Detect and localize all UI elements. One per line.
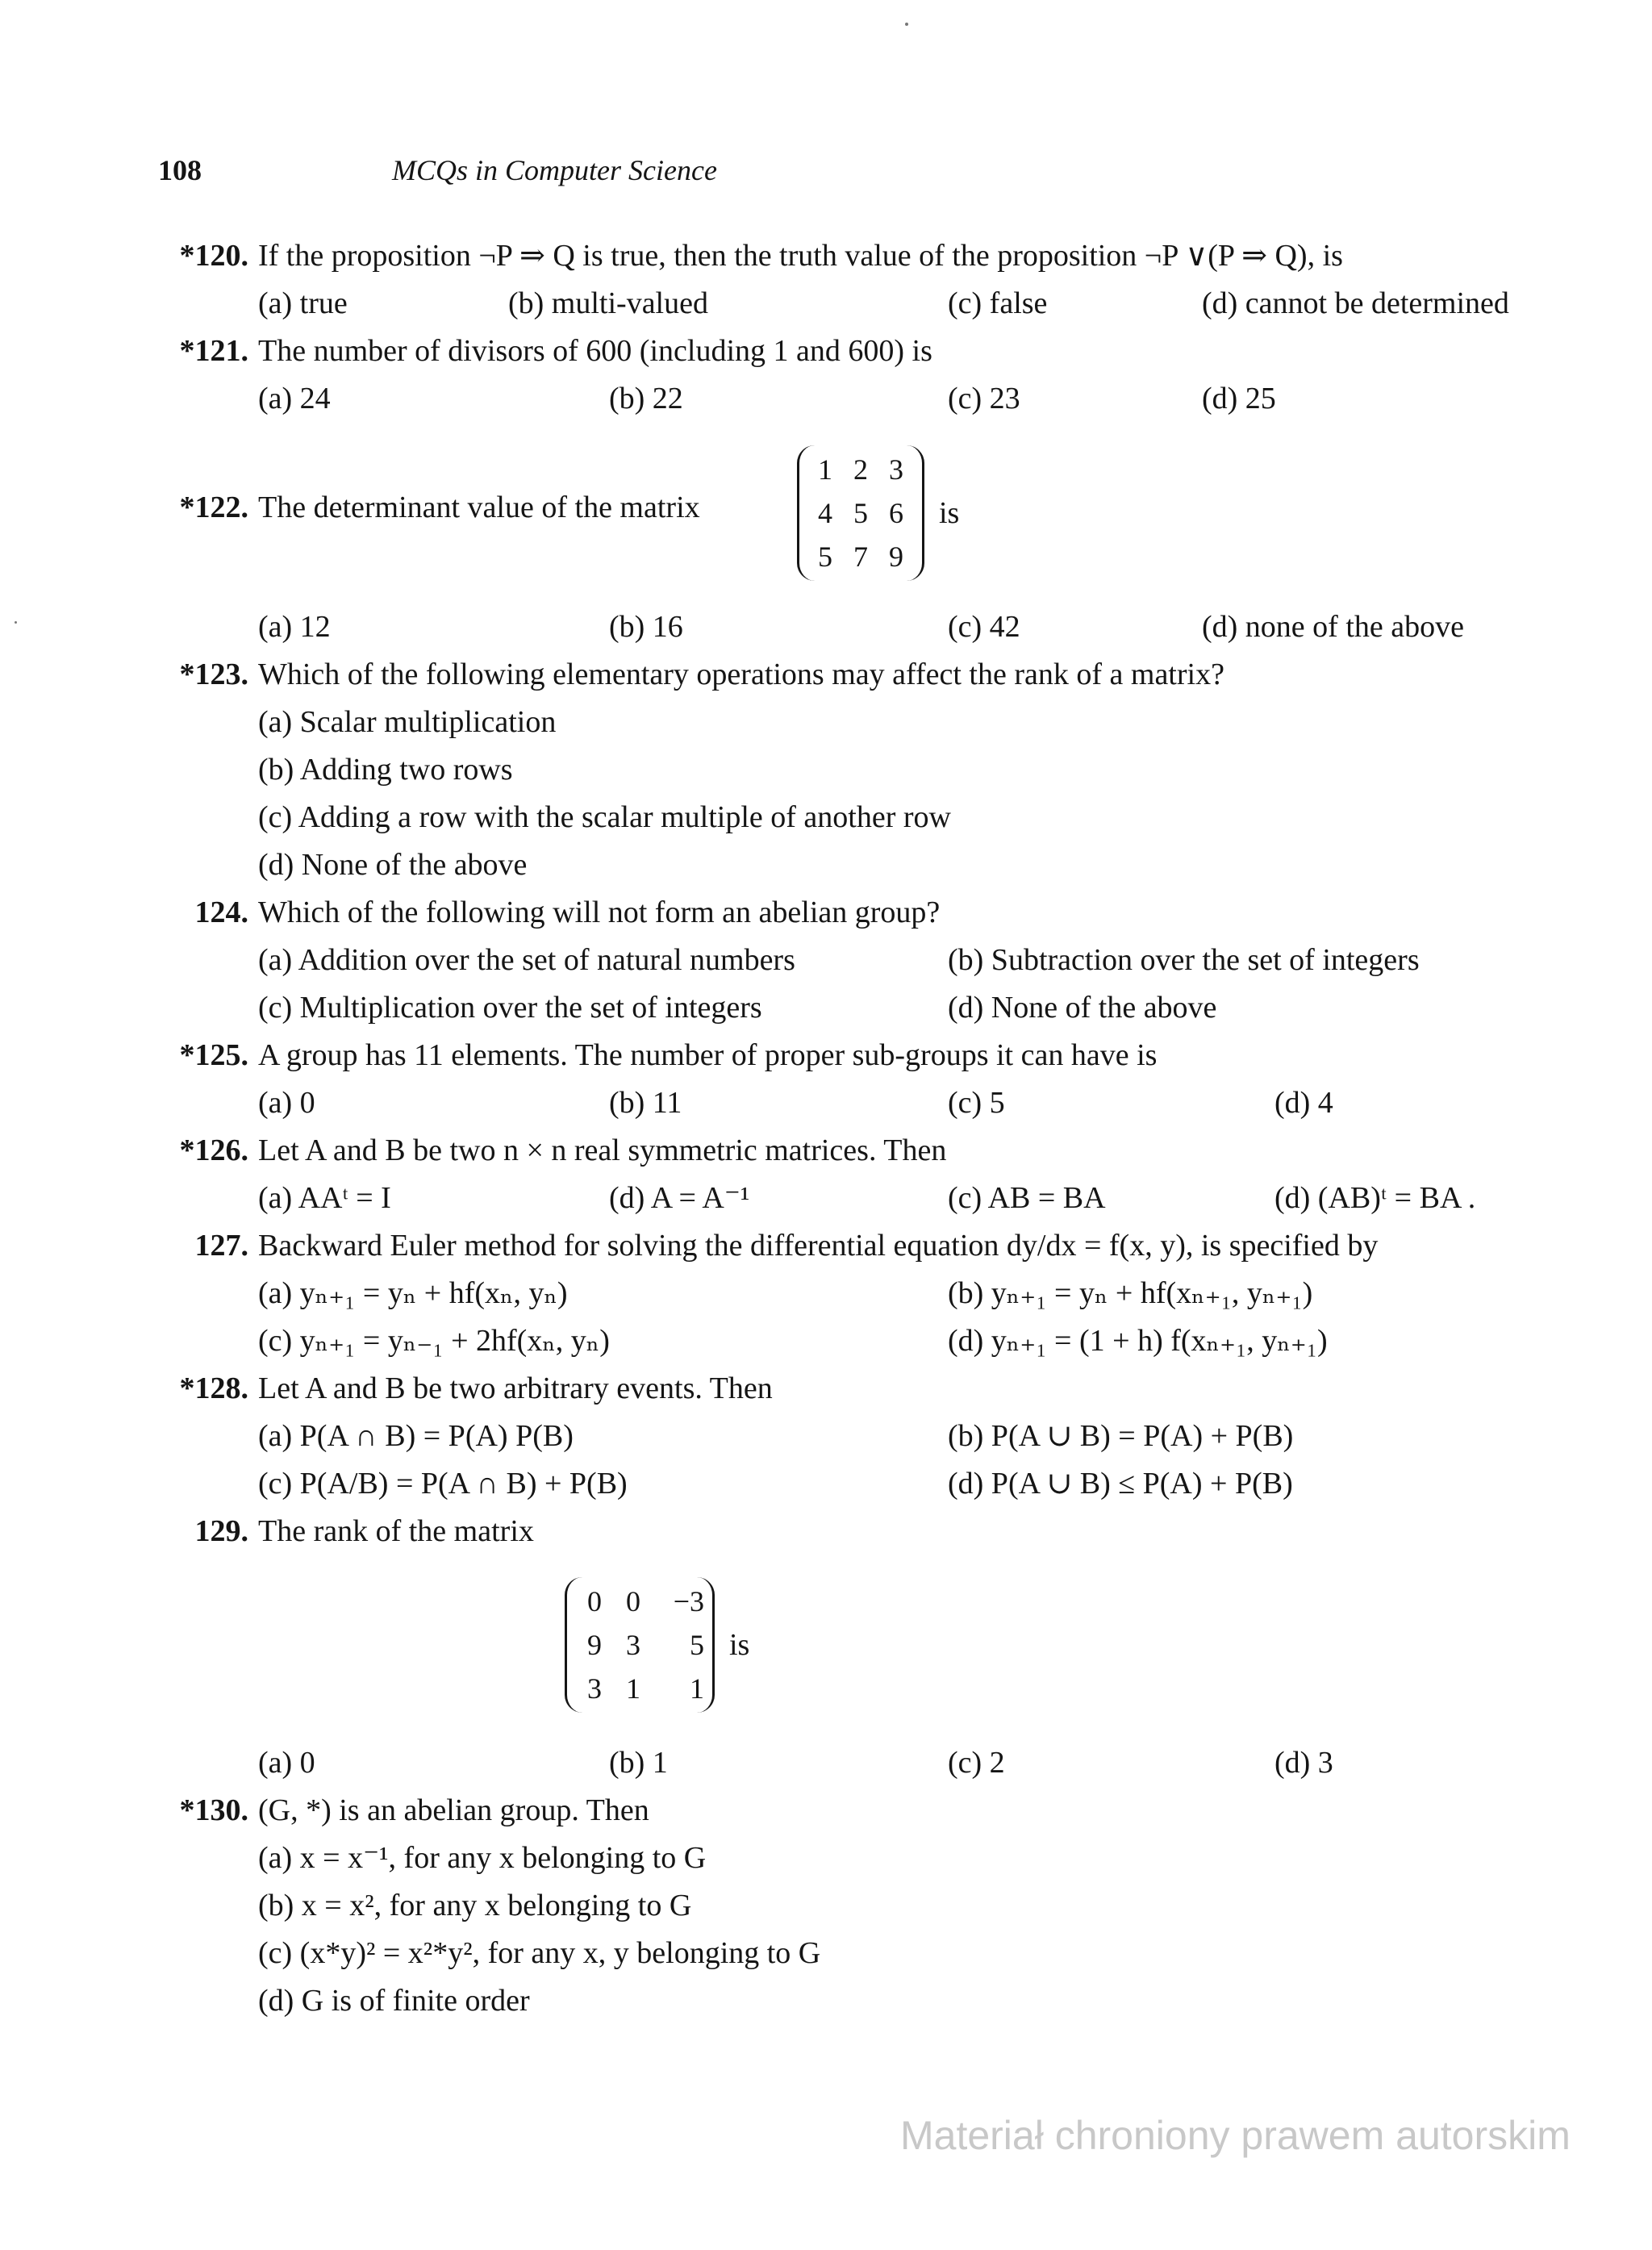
matrix-cell: 5 [818, 541, 832, 573]
option-c: (c) 42 [948, 610, 1020, 644]
option-d: (d) yₙ₊₁ = (1 + h) f(xₙ₊₁, yₙ₊₁) [948, 1324, 1328, 1358]
matrix-cell: 3 [587, 1672, 602, 1705]
matrix-cell: 3 [889, 453, 903, 486]
question-130 [153, 1787, 1597, 2025]
question-text-suffix: is [729, 1628, 750, 1662]
matrix-3x3 [565, 1577, 715, 1713]
option-d: (d) P(A ∪ B) ≤ P(A) + P(B) [948, 1467, 1293, 1501]
option-a: (a) Scalar multiplication [258, 705, 557, 739]
matrix-cell: 3 [626, 1629, 640, 1661]
question-125 [153, 1032, 1597, 1127]
determinant-matrix [797, 445, 959, 581]
matrix-cell: 1 [626, 1672, 640, 1705]
option-b: (b) 11 [609, 1086, 682, 1120]
matrix-cell: 9 [889, 541, 903, 573]
question-number: *125. [179, 1038, 248, 1072]
book-title: MCQs in Computer Science [392, 154, 717, 186]
option-d: (d) G is of finite order [258, 1984, 530, 2018]
matrix-cell: 6 [889, 497, 903, 529]
option-d: (d) cannot be determined [1202, 286, 1509, 320]
option-c: (c) Multiplication over the set of integers [258, 991, 762, 1025]
matrix-cell: 4 [818, 497, 832, 529]
question-text: Which of the following will not form an abelian group? [258, 895, 941, 929]
option-d: (d) None of the above [258, 848, 528, 882]
question-number: *121. [179, 334, 248, 368]
question-number: 129. [194, 1514, 248, 1548]
option-d: (d) 4 [1274, 1086, 1333, 1120]
question-128 [153, 1365, 1597, 1508]
question-number: *128. [179, 1371, 248, 1405]
option-c: (c) Adding a row with the scalar multiple of another row [258, 800, 951, 834]
option-c: (c) (x*y)² = x²*y², for any x, y belonging to G [258, 1936, 821, 1970]
question-text: The determinant value of the matrix [258, 490, 700, 524]
question-number: 127. [194, 1229, 248, 1263]
option-a: (a) AAᵗ = I [258, 1181, 391, 1215]
question-number: *120. [179, 239, 248, 273]
option-b: (d) A = A⁻¹ [609, 1181, 750, 1215]
question-126 [153, 1127, 1597, 1222]
matrix-cell: 0 [626, 1585, 640, 1618]
question-number: *126. [179, 1133, 248, 1167]
option-d: (d) 3 [1274, 1746, 1333, 1780]
option-d: (d) 25 [1202, 382, 1276, 415]
option-b: (b) multi-valued [508, 286, 708, 320]
question-text: Which of the following elementary operations may affect the rank of a matrix? [258, 657, 1224, 691]
option-a: (a) true [258, 286, 348, 320]
matrix-cell: −3 [673, 1585, 704, 1618]
matrix-cell: 7 [853, 541, 868, 573]
question-text: Let A and B be two n × n real symmetric matrices. Then [258, 1133, 947, 1167]
option-b: (b) Adding two rows [258, 753, 513, 787]
matrix-cell: 5 [853, 497, 868, 529]
question-122-options [153, 603, 1597, 651]
option-a: (a) 24 [258, 382, 331, 415]
option-b: (b) 1 [609, 1746, 668, 1780]
question-text: A group has 11 elements. The number of proper sub-groups it can have is [258, 1038, 1158, 1072]
option-a: (a) Addition over the set of natural numbers [258, 943, 795, 977]
rank-matrix [565, 1577, 749, 1713]
option-a: (a) x = x⁻¹, for any x belonging to G [258, 1841, 707, 1875]
option-c: (c) P(A/B) = P(A ∩ B) + P(B) [258, 1467, 628, 1501]
question-127 [153, 1222, 1597, 1365]
question-121 [153, 328, 1597, 423]
option-c: (c) AB = BA [948, 1181, 1106, 1215]
option-b: (b) P(A ∪ B) = P(A) + P(B) [948, 1419, 1294, 1453]
matrix-3x3 [797, 445, 924, 581]
page-header [158, 153, 717, 187]
question-number: *122. [179, 490, 248, 524]
page-number: 108 [158, 154, 202, 186]
question-text: Backward Euler method for solving the differential equation dy/dx = f(x, y), is specified by [258, 1229, 1379, 1263]
matrix-cell: 1 [818, 453, 832, 486]
question-text: If the proposition ¬P ⇒ Q is true, then the truth value of the proposition ¬P ∨(P ⇒ Q), is [258, 239, 1343, 273]
matrix-cell: 0 [587, 1585, 602, 1618]
option-b: (b) yₙ₊₁ = yₙ + hf(xₙ₊₁, yₙ₊₁) [948, 1276, 1313, 1310]
option-d: (d) none of the above [1202, 610, 1464, 644]
question-text-suffix: is [939, 496, 960, 530]
scan-speck [905, 23, 908, 26]
scan-speck [15, 621, 17, 624]
option-b: (b) Subtraction over the set of integers [948, 943, 1420, 977]
option-a: (a) 12 [258, 610, 331, 644]
option-d: (d) (AB)ᵗ = BA . [1274, 1181, 1476, 1215]
option-c: (c) 23 [948, 382, 1020, 415]
question-number: *123. [179, 657, 248, 691]
matrix-cell: 2 [853, 453, 868, 486]
question-text: The number of divisors of 600 (including 1 and 600) is [258, 334, 932, 368]
question-number: 124. [194, 895, 248, 929]
option-b: (b) x = x², for any x belonging to G [258, 1889, 692, 1922]
option-a: (a) 0 [258, 1086, 315, 1120]
question-120 [153, 232, 1597, 328]
question-text: The rank of the matrix [258, 1514, 534, 1548]
option-b: (b) 16 [609, 610, 683, 644]
question-129 [153, 1508, 1597, 1555]
matrix-cell: 9 [587, 1629, 602, 1661]
question-text: Let A and B be two arbitrary events. Then [258, 1371, 773, 1405]
option-a: (a) yₙ₊₁ = yₙ + hf(xₙ, yₙ) [258, 1276, 568, 1310]
question-124 [153, 889, 1597, 1032]
question-text: (G, *) is an abelian group. Then [258, 1793, 649, 1827]
matrix-cell: 1 [690, 1672, 704, 1705]
option-c: (c) false [948, 286, 1048, 320]
option-c: (c) yₙ₊₁ = yₙ₋₁ + 2hf(xₙ, yₙ) [258, 1324, 610, 1358]
question-129-options [153, 1739, 1597, 1787]
option-b: (b) 22 [609, 382, 683, 415]
option-a: (a) P(A ∩ B) = P(A) P(B) [258, 1419, 574, 1453]
question-123 [153, 651, 1597, 889]
matrix-cell: 5 [690, 1629, 704, 1661]
option-c: (c) 5 [948, 1086, 1005, 1120]
option-d: (d) None of the above [948, 991, 1217, 1025]
question-number: *130. [179, 1793, 248, 1827]
copyright-watermark: Materiał chroniony prawem autorskim [900, 2113, 1571, 2158]
option-a: (a) 0 [258, 1746, 315, 1780]
option-c: (c) 2 [948, 1746, 1005, 1780]
